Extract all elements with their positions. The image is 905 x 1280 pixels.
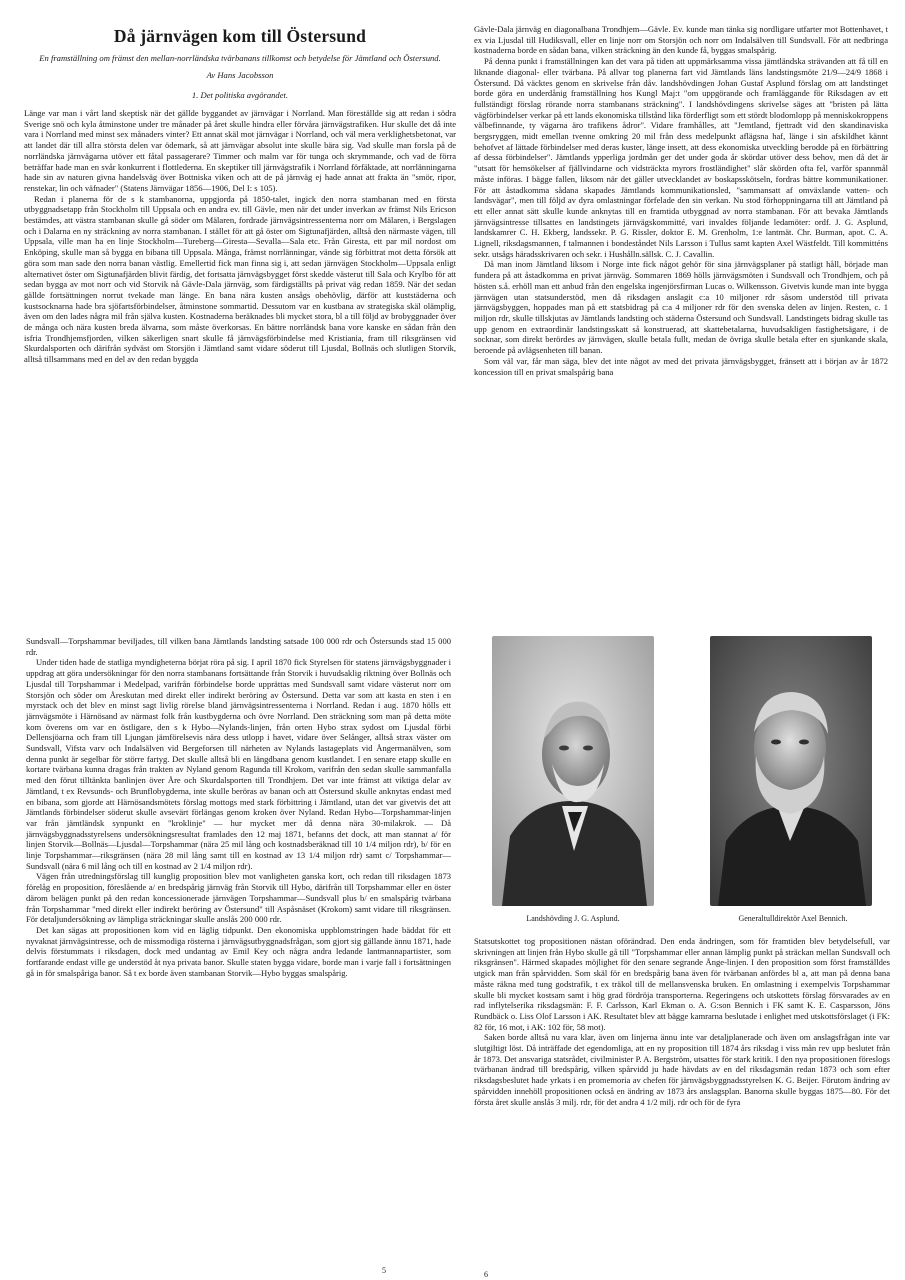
paragraph: Som väl var, får man säga, blev det inte något av med det privata järnvägsbygget, fränsett att i början av år 1872 koncession till en privat smalspårig bana xyxy=(474,355,888,377)
section-heading: 1. Det politiska avgörandet. xyxy=(191,90,289,100)
portrait-photo-bennich xyxy=(710,636,872,906)
paragraph: Gävle-Dala järnväg en diagonalbana Trondhjem—Gävle. Ev. kunde man tänka sig nordligare utfarter mot Bottenhavet, t ex via Ljusdal till Hudiksvall, eller en linje norr om Storsjön och norr om Indalsälven till Sundsvall. För att nedbringa kostnaderna borde en sådan bana, vilken sträckning än den kunde få, byggas smalspårig. xyxy=(474,24,888,56)
page-number: 5 xyxy=(382,1266,386,1275)
photo-caption: Landshövding J. G. Asplund. xyxy=(526,914,620,923)
page-3 xyxy=(26,636,451,1276)
portrait-photos xyxy=(474,636,890,936)
article-subtitle: En framställning om främst den mellan-norrländska tvärbanans tillkomst och betydelse för Jämtland och Östersund. xyxy=(39,53,441,63)
paragraph: På denna punkt i framställningen kan det vara på tiden att uppmärksamma vissa jämtländska strävanden att få till en liknande diagonal- eller tvärbana. På allvar tog planerna fart vid Jämtlands läns landstingsmöte 21/9—24/9 1868 i Östersund. Då väcktes genom en skrivelse från dåv. landshövdingen Johan Gustaf Asplund förslag om att landstinget borde göra en underdånig framställning hos Kungl Maj:t "om uppgörande och framläggande för Riksdagen av ett fullständigt förslag rörande norra stambanans sträckning". I landshövdingens skrivelse säges att "bristen på lätta vägförbindelser verkar på ett lands ekonomiska tillstånd lika förderfligt som ett stördt blodomlopp på menniskokroppens välbefinnande, ty vägarna äro trafikens ådror". Vidare framhålles, att "Jemtland, fjettradt vid den skandinaviska bergsryggen, midt emellan tvenne omkring 20 mil från dess medelpunkt aflägsna haf, länge i sin afskildhet kännt behofvet af lättade förbindelser med deras kuster, länge insett, att dess ekonomiska utveckling berodde på en förbättring af dessa förbindelser". Jämtlands ypperliga jordmån ger det under goda år skördar utöver dess behov, men då det är "utsatt för hemsökelser af fjällvindarne och vidsträckta myrors frostländighet" slår skörden ofta fel, varför spannmål måste införas. I bägge fallen, liksom när det gäller utvecklandet av boskapsskötseln, fordras bättre kommunikationer. För att åstadkomma sådana skapades Jämtlands kommunikationsled, "sammansatt af omväxlande vatten- och landsvägar", men till följd av dyra omlastningar förfelade den sin verkan. Nu stod förhoppningarna till att Jämtland på ett eller annat sätt skulle kunde anknytas till en framtida utbyggnad av norra stambanan. För att bevaka Jämtlands järnvägsintresse tillsattes en landstingets järnvägskommitté, vari invaldes följande ledamöter: ordf. J. G. Asplund, landskamrer C. H. Ekberg, landssekr. P. G. Rissler, doktor E. M. Grenholm, 1:e lantmät. Chr. Burman, apot. C. A. Lignell, riksdagsmannen, f talmannen i bondeståndet Nils Larsson i Tullus samt kapten Axel Wästfeldt. Till kommitténs sekr. utsågs häradsskrivaren och sekr. i Hushålln.sällsk. C. J. Cavallin. xyxy=(474,56,888,259)
page-1 xyxy=(24,24,456,614)
paragraph: Det kan sägas att propositionen kom vid en läglig tidpunkt. Den ekonomiska uppblomstringen hade bäddat för ett nyvaknat järnvägsintresse, och de missmodiga rösterna i järnvägsutbyggnadsfrågan, som gjort sig gällande ännu 1871, hade delvis förstummats i riksdagen, dock med undantag av Emil Key och några andra ledande lantmannapartister, som fortfarande endast ville ge understöd åt nya privata banor. Skulle staten bygga vidare, borde man i varje fall i fortsättningen gå in för smalspåriga banor. Så t ex borde även stambanan Storvik—Hybo byggas smalspårig. xyxy=(26,924,451,978)
page-4 xyxy=(474,636,890,1276)
page-number: 6 xyxy=(484,1270,488,1279)
paragraph: Saken borde alltså nu vara klar, även om linjerna ännu inte var detaljplanerade och även om anslagsfrågan inte var slutgiltigt löst. Då inträffade det egendomliga, att en ny proposition till 1874 års riksdag i viss mån rev upp beslutet från år 1873. Det ansvariga statsrådet, civilminister P. A. Bergström, utsattes för stark kritik. I den nya propositionen föreslogs tvärbanan ändrad till bredspårig, vilken spårvidd ju hade hävdats av en del riksdagsmän redan 1873 och som efter riksdagsbeslutet hade yrkats i en promemoria av chefen för järnvägsbyggnadsstyrelsen K. G. Beijer. Förutom ändring av spårvidden innehöll propositionen också en ändring av 1873 års anslagsplan. Banorna skulle byggas 1875—80. För det första året skulle anslås 3 milj. rdr, för det andra 4 1/2 milj. rdr och för de fyra xyxy=(474,1032,890,1107)
paragraph: Sundsvall—Torpshammar beviljades, till vilken bana Jämtlands landsting satsade 100 000 rdr och Östersunds stad 15 000 rdr. xyxy=(26,636,451,657)
paragraph: Länge var man i vårt land skeptisk när det gällde byggandet av järnvägar i Norrland. Man föreställde sig att redan i södra Sverige snö och kyla åtminstone under tre månader på året skulle hindra eller förvåra järnvägstrafiken. Hur skulle det då inte vara i Norrland med minst sex månaders vinter? Ett annat skäl mot järnvägar i Norrland, och väl mera verklighetsbetonat, var att landet där till allra största delen var ödemark, så att järnvägar absolut inte skulle bära sig. Vad skulle man forsla på de norrländska järnvägarna utöver ett fåtal passagerare? Timmer och malm var för tunga och skrymmande, och vad de förra beträffar hade man en svår konkurrent i flottlederna. En skeptiker till järnvägstrafik i Norrland förfäktade, att norrlänningarna hade sin av naturen givna handelsväg över Bottniska viken och att de på järnväg ej hade annat att frakta än "smör, ripor, renstekar, lin och väfnader" (Statens Järnvägar 1856—1906, Del I: s 105). xyxy=(24,108,456,193)
photo-caption: Generaltulldirektör Axel Bennich. xyxy=(738,914,848,923)
page-2 xyxy=(474,24,888,609)
paragraph: Under tiden hade de statliga myndigheterna börjat röra på sig. I april 1870 fick Styrelsen för statens järnvägsbyggnader i uppdrag att göra undersökningar för den norra stambanans fortsättande från Storvik i huvudsaklig riktning över Bollnäs och Ljusdal till Torpshammar i Medelpad, varifrån förbindelse borde upprättas med Sundsvall samt vidare västerut norr om Storsjön och söder om Åreskutan med direkt eller indirekt beröring av Östersund. Detta var som att kasta en sten i en myrstack och det blev en minst sagt livlig rörelse bland järnvägsintressenterna i Norrland. Redan i aug. 1870 hölls ett järnvägsmöte i Härnösand av närmast folk från kustbygderna och övre Norrland. Den sträckning som man på detta möte kom överens om var en östligare, den s k Hybo—Nylands-linjen, från orten Hybo strax sydost om Ljusdal förbi Dellensjöarna och fram till Ljungan jämförelsevis nära dess utlopp i havet, vidare över Selånger, alltså strax väster om Sundsvall, Vifsta varv och Indalsälven vid Bergeforsen till närheten av Nylands lastageplats vid Ångermanälven, som denna punkt är segelbar för större fartyg. Det skulle alltså bli en längdbana genom kustlandet. I en senare etapp skulle en kortare tvärbana kunna dragas från trakten av Nyland genom Ragunda till Krokom, varifrån den sedan skulle sammanfalla med den förut tilltänkta banlinjen över Åre och Skurdalsporten till Trondhjem. Det var inte främst att viktiga delar av Jämtland, t ex Revsunds- och Brunflobygderna, inte skulle beröras av banan och att Östersund skulle anknytas endast med en bibana, som gjorde att Härnösandsmötets förslag mottogs med stark förbittring i Jämtland, utan det var givetvis det att Jämtlands förbindelser söderut skulle avsevärt förlängas genom kroken över Nyland. Redan Hybo—Torpshammar-linjen var från jämtländsk synpunkt en "kroklinje" — hur mycket mer då denna nära 30-milakrok. — Då järnvägsbyggnadsstyrelsens undersökningsresultat framlades den 12 maj 1871, befanns det dock, att man stannat a/ för linjen Storvik—Bollnäs—Ljusdal—Torpshammar (nära 25 mil lång och kostnadsberäknad till 10 1/4 miljon rdr), b/ för en linje Torpshammar—riksgränsen (nära 28 mil lång samt till en kostnad av 13 1/4 miljon rdr) samt c/ Torpshammar—Sundsvall (nära 6 mil lång och till en kostnad av 2 1/4 miljon rdr). xyxy=(26,657,451,871)
article-author: Av Hans Jacobsson xyxy=(206,70,274,80)
portrait-photo-asplund xyxy=(492,636,654,906)
paragraph: Vägen från utredningsförslag till kunglig proposition blev mot vanligheten ganska kort, och redan till riksdagen 1873 förelåg en proposition, föreslående a/ en bredspårig järnväg från Storvik till Hybo, därifrån till Torpshammar eller en öster därom belägen punkt på den redan koncessionerade järnvägen Torpshammar—Sundsvall plus b/ en smalspårig tvärbana från Torpshammar "med direkt eller indirekt beröring av Östersund" till Aspåsnäset (Krokom) samt vidare till riksgränsen. För detaljundersökning av lämpliga sträckningar skulle anslås 200 000 rdr. xyxy=(26,871,451,925)
paragraph: Redan i planerna för de s k stambanorna, uppgjorda på 1850-talet, ingick den norra stambanan med en första utbyggnadsetapp från Stockholm till Uppsala och en andra ev. till Gävle, men när det under inverkan av främst Nils Ericson bestämdes, att västra stambanan skulle gå söder om Mälaren, fordrade järnvägsintressenterna norr om Mälaren, i Bergslagen och i Dalarna en ny sträckning av norra stambanan. I stället för att gå öster om Sigtunafjärden, alltså den närmaste vägen, till Uppsala, ville man ha en linje Stockholm—Tureberg—Giresta—Sevalla—Sala etc. Från Giresta, ett par mil nordost om Enköping, skulle man så bygga en bibana till Uppsala. Många, främst norrlänningar, vände sig förbittrat mot detta försök att göra som man sade den norra banan västlig. Emellertid fick man finna sig i, att sedan järnvägen Stockholm—Uppsala enligt alternativet öster om Sigtunafjärden blivit färdig, det fortsatta järnvägsbygget först skedde västerut till Sala och Krylbo för att sedan bygga av mot norr och vid Storvik nå Gävle-Dala järnväg, som färdigställts på privat väg redan 1859. När det sedan gällde fortsättningen norrut tvekade man länge. En bana nära kusten ansågs obehövlig, därför att kuststäderna och kustsocknarna hade bra sjöfartsförbindelser, åtminstone sommartid. Dessutom var en kustbana av strategiska skäl olämplig, även om den lades några mil från själva kusten. Kostnaderna beräknades bli mycket stora, bl a till följd av brobyggnader över de många och nära kusten breda älvarna, som måste överkorsas. En bättre norrländsk bana vore kanske en sådan från den isfria Trondhjemsfjorden, vilken säkerligen snart skulle få järnvägsförbindelse med Kristiania, fram till riksgränsen vid Skurdalsporten och därifrån sydväst om Storsjön i Jämtland samt vidare söderut till Ljusdal, Bollnäs och slutligen Storvik, alltså tillsammans med en del av den redan byggda xyxy=(24,193,456,365)
article-title: Då järnvägen kom till Östersund xyxy=(113,26,367,46)
paragraph: Statsutskottet tog propositionen nästan oförändrad. Den enda ändringen, som för framtiden blev betydelsefull, var skrivningen att linjen från Hybo skulle gå till "Torpshammar eller annan lämplig punkt på sträckan mellan Sundsvall och riksgränsen". Härmed skapades möjlighet för den senare segrande Ånge-linjen. I den proposition som först framställdes utgick man från spårvidden. Som skäl för en bredspårig bana även för tvärbanan anfördes bl a, att man på denna bana måste räkna med tung godstrafik, t ex träkol till de mellansvenska bruken. En omlastning i exempelvis Torpshammar skulle bli mycket kostsam samt i hög grad fördröja transporterna. Regeringens och utskottets förslag försvarades av en rad inflytelserika riksdagsmän: F. F. Carlsson, Karl Ekman o. A. G:son Bennich i FK samt K. E. Casparsson, Jöns Rundbäck o. Liss Olof Larsson i AK. Resultatet blev att bägge kamrarna beslutade i enlighet med utskottsförslaget (i FK: 82 för, 16 mot, i AK: 102 för, 58 mot). xyxy=(474,936,890,1032)
paragraph: Då man inom Jämtland liksom i Norge inte fick något gehör för sina järnvägsplaner på statligt håll, började man fundera på att åstadkomma en privat järnväg. Sommaren 1869 hölls järnvägsmöten i Sundsvall och Trondhjem, och på hösten s.å. erhöll man ett anbud från den engelska ingenjörsfirman Lucas o. Wilkensson. Givetvis kunde man inte bygga järnvägen utan statsunderstöd, men då riksdagen anslagit c:a 10 miljoner rdr såsom understöd till privata järnvägsbyggen, hoppades man på ett statsbidrag på c:a 4 miljoner rdr för den svenska delen av linjen. Resten, c. 1 miljon rdr, skulle tillskjutas av Jämtlands landsting och städerna Östersund och Sundsvall. Landstingets bidrag skulle tas upp genom en extraordinär landstingsskatt så konstruerad, att skattebetalarna, huvudsakligen fastighetsägare, i de socknar, som direkt berördes av järnvägen, skulle betala fullt, medan de övriga skulle betala efter en sjunkande skala, beroende på avlägsenheten till banan. xyxy=(474,259,888,356)
